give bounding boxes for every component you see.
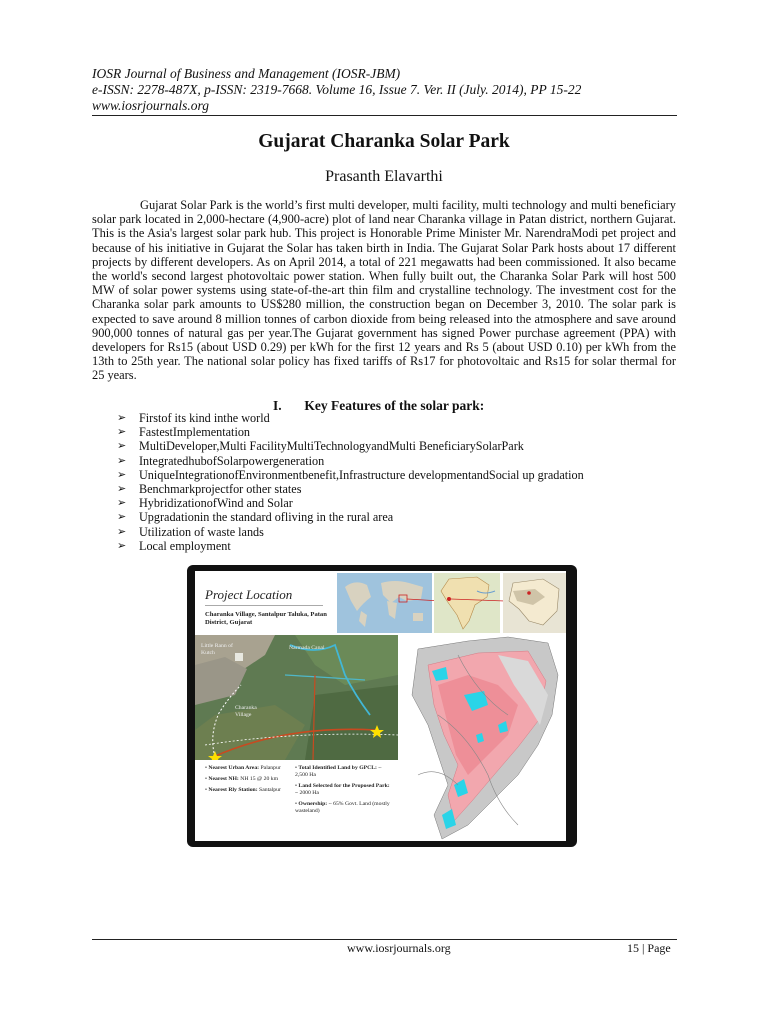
sat-label-rann: Little Rann of Kutch <box>201 643 233 656</box>
list-item: ➢ Upgradationin the standard ofliving in the rural area <box>117 510 394 525</box>
bullet-item: • Nearest Rly Station: Santalpur <box>205 787 281 793</box>
journal-header <box>92 66 682 114</box>
footer-rule <box>92 939 677 940</box>
features-list <box>117 411 584 553</box>
section-title: Key Features of the solar park: <box>304 398 485 413</box>
gujarat-map-icon <box>503 573 566 633</box>
list-item: ➢ Utilization of waste lands <box>117 524 264 539</box>
list-item: ➢ FastestImplementation <box>117 425 251 440</box>
arrow-bullet-icon: ➢ <box>117 468 127 481</box>
figure-panel <box>195 571 566 841</box>
paper-title: Gujarat Charanka Solar Park <box>258 131 510 152</box>
figure-title: Project Location <box>205 587 293 602</box>
bullet-item: • Total Identified Land by GPCL: ~ 2,500 Ha <box>295 765 382 778</box>
arrow-bullet-icon: ➢ <box>117 440 127 453</box>
arrow-bullet-icon: ➢ <box>117 525 127 538</box>
india-map-icon <box>434 573 500 633</box>
author-name: Prasanth Elavarthi <box>325 168 443 185</box>
park-site-map <box>398 635 566 841</box>
arrow-bullet-icon: ➢ <box>117 412 127 424</box>
list-item: ➢ Benchmarkprojectfor other states <box>117 482 302 497</box>
list-item: ➢ Firstof its kind inthe world <box>117 411 270 425</box>
arrow-bullet-icon: ➢ <box>117 483 127 496</box>
bullet-item: • Nearest NH: NH 15 @ 20 km <box>205 776 279 782</box>
section-number: I. <box>273 398 282 413</box>
figure-right-bullets <box>295 765 393 815</box>
footer-url[interactable]: www.iosrjournals.org <box>347 941 451 955</box>
list-item: ➢ MultiDeveloper,Multi FacilityMultiTechnologyandMulti BeneficiarySolarPark <box>117 439 524 454</box>
journal-issn: e-ISSN: 2278-487X, p-ISSN: 2319-7668. Volume 16, Issue 7. Ver. II (July. 2014), PP 15-22 <box>92 82 582 97</box>
arrow-bullet-icon: ➢ <box>117 539 127 552</box>
sat-label-canal: Narmada Canal <box>289 645 325 651</box>
arrow-bullet-icon: ➢ <box>117 497 127 510</box>
journal-name: IOSR Journal of Business and Management (IOSR-JBM) <box>92 66 401 81</box>
list-item: ➢ Local employment <box>117 538 231 553</box>
header-rule <box>92 115 677 116</box>
journal-url[interactable]: www.iosrjournals.org <box>92 98 210 113</box>
world-map-icon <box>337 573 432 633</box>
list-item: ➢ IntegratedhubofSolarpowergeneration <box>117 453 325 468</box>
arrow-bullet-icon: ➢ <box>117 511 127 524</box>
bullet-item: • Nearest Urban Area: Palanpur <box>205 765 281 771</box>
figure-title-rule <box>205 605 323 606</box>
sat-label-village: Charanka Village <box>235 705 257 718</box>
figure-left-bullets <box>205 765 287 794</box>
list-item: ➢ HybridizationofWind and Solar <box>117 496 293 511</box>
figure-location-text: Charanka Village, Santalpur Taluka, Patan District, Gujarat <box>205 611 327 627</box>
project-location-figure <box>187 565 577 847</box>
list-item: ➢ UniqueIntegrationofEnvironmentbenefit,Infrastructure developmentandSocial up gradation <box>117 467 584 482</box>
bullet-item: • Ownership: ~ 65% Govt. Land (mostly wasteland) <box>295 801 390 814</box>
abstract-paragraph: Gujarat Solar Park is the world’s first multi developer, multi facility, multi technology and multi beneficiary solar park located in 2,000-hectare (4,900-acre) plot of land near Charanka village in Patan district, northern Gujarat. This is the Asia's largest solar park hub. This project is Honorable Prime Minister Mr. NarendraModi pet project and because of his initiative in Gujarat the Solar has taken birth in India. The Gujarat Solar Park hosts about 17 different projects by different developers. As on April 2014, a total of 221 megawatts had been commissioned. It also became the world's second largest photovoltaic power station. When fully built out, the Charanka Solar Park will host 500 MW of solar power systems using state-of-the-art thin film and crystalline technology. The investment cost for the Charanka solar park amounts to US$280 million, the construction began on December 3, 2010. The solar park is expected to save around 8 million tonnes of carbon dioxide from being released into the atmosphere and save around 900,000 tonnes of natural gas per year.The Gujarat government has signed Power purchase agreement (PPA) with developers for Rs15 (about USD 0.29) per kWh for the first 12 years and Rs 5 (about USD 0.10) per kWh from the 13th to 25th year. The national solar policy has fixed tariffs of Rs17 for photovoltaic and Rs15 for solar thermal for 25 years. <box>92 198 676 383</box>
arrow-bullet-icon: ➢ <box>117 454 127 467</box>
arrow-bullet-icon: ➢ <box>117 426 127 439</box>
bullet-item: • Land Selected for the Proposed Park: ~ 2000 Ha <box>295 783 390 796</box>
page-number: 15 | Page <box>627 941 671 955</box>
locator-maps <box>337 571 566 635</box>
